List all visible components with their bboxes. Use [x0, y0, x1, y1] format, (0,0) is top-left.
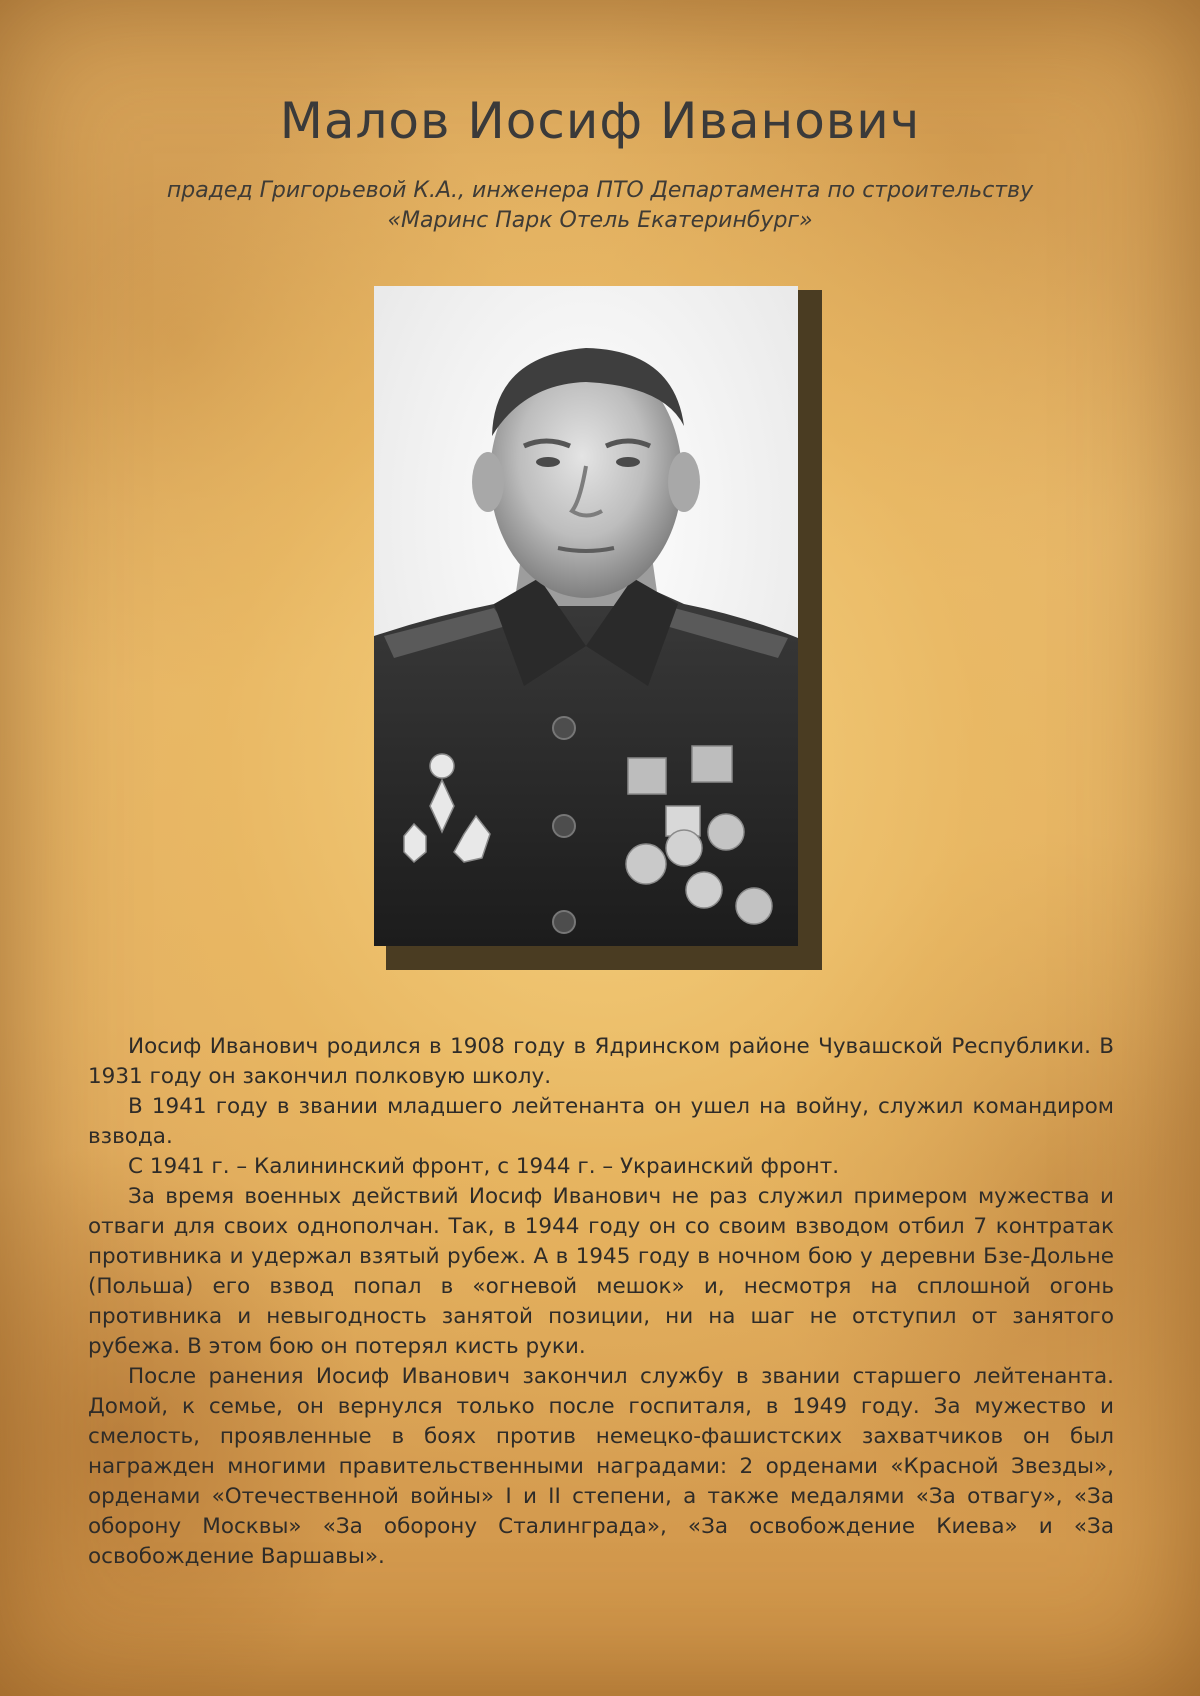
page-title: Малов Иосиф Иванович — [279, 92, 921, 150]
subtitle-line-2: «Маринс Парк Отель Екатеринбург» — [387, 208, 813, 233]
subtitle — [0, 176, 1200, 236]
biography-paragraph: За время военных действий Иосиф Иванович не раз служил примером мужества и отваги для своих однополчан. Так, в 1944 году он со своим взводом отбил 7 контратак противника и удержал взятый рубеж. А в 1945 году в ночном бою у деревни Бзе-Дольне (Польша) его взвод попал в «огневой мешок» и, несмотря на сплошной огонь противника и невыгодность занятой позиции, ни на шаг не отступил от занятого рубежа. В этом бою он потерял кисть руки. — [88, 1184, 1114, 1359]
subtitle-line-1: прадед Григорьевой К.А., инженера ПТО Департамента по строительству — [166, 178, 1034, 203]
biography-paragraph: В 1941 году в звании младшего лейтенанта он ушел на войну, служил командиром взвода. — [88, 1094, 1114, 1149]
biography-text — [88, 1032, 1114, 1572]
biography-paragraph: После ранения Иосиф Иванович закончил службу в звании старшего лейтенанта. Домой, к семье, он вернулся только после госпиталя, в 1949 году. За мужество и смелость, проявленные в боях против немецко-фашистских захватчиков он был награжден многими правительственными наградами: 2 орденами «Красной Звезды», орденами «Отечественной войны» I и II степени, а также медалями «За отвагу», «За оборону Москвы» «За оборону Сталинграда», «За освобождение Киева» и «За освобождение Варшавы». — [88, 1364, 1114, 1569]
portrait-illustration — [374, 286, 798, 946]
portrait-photo — [374, 286, 798, 946]
biography-paragraph: С 1941 г. – Калининский фронт, с 1944 г. – Украинский фронт. — [128, 1154, 840, 1179]
biography-paragraph: Иосиф Иванович родился в 1908 году в Ядринском районе Чувашской Республики. В 1931 году он закончил полковую школу. — [88, 1034, 1114, 1089]
